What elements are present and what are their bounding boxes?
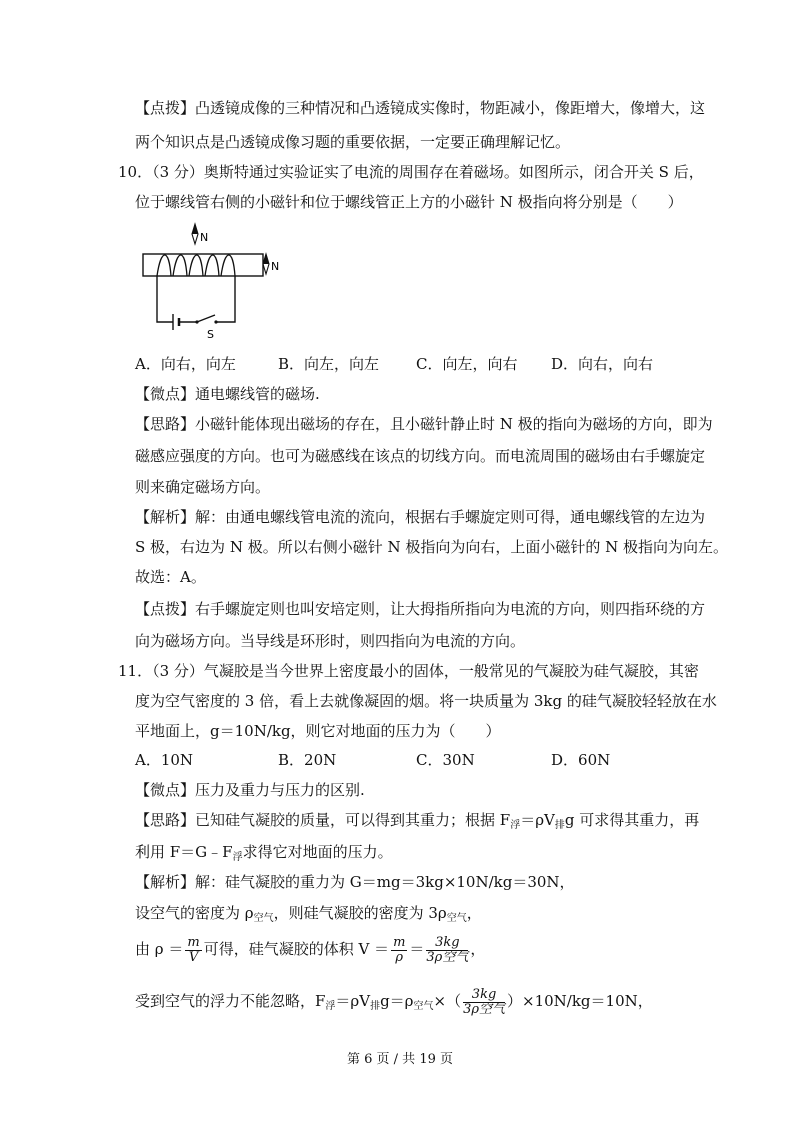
q11-analysis-line-4: 受到空气的浮力不能忽略，$F_浮=\rho V_排g=\rho_{空气}\times$（ $\frac{3kg}{\text{3ρ空气}}$ ）×10N/kg＝10N，	[135, 986, 653, 1017]
top-compass-needle	[192, 224, 198, 244]
q10-idea-line-3: 则来确定磁场方向。	[135, 478, 271, 496]
q11-idea-line-2: 利用 $F=G﹣F_浮$求得它对地面的压力。	[135, 843, 393, 863]
q11-analysis-line-3: 由 ρ ＝ $\frac{m}{V}$ 可得，硅气凝胶的体积 V ＝ $\frac{m}{\rho}$ ＝ $\frac{3kg}{\text{3ρ空气}}$ ，	[135, 934, 486, 965]
top-needle-label: N	[200, 231, 209, 244]
q11-idea-line-1: 【思路】已知硅气凝胶的质量，可以得到其重力；根据 $F_浮=\rho V_排g$ 可求得其重力，再	[135, 811, 700, 831]
p9-tip-line-2: 两个知识点是凸透镜成像习题的重要依据，一定要正确理解记忆。	[135, 133, 571, 151]
right-compass-needle	[263, 254, 269, 274]
q10-option-c: C．向左，向右	[416, 355, 518, 373]
q11-stem-line-1: 11．（3 分）气凝胶是当今世界上密度最小的固体，一般常见的气凝胶为硅气凝胶，其密	[118, 662, 699, 680]
solenoid-circuit-figure	[135, 222, 315, 342]
q10-point: 【微点】通电螺线管的磁场.	[135, 385, 320, 403]
q10-stem-line-1: 10．（3 分）奥斯特通过实验证实了电流的周围存在着磁场。如图所示，闭合开关 S 后，	[118, 163, 704, 181]
q10-analysis-line-3: 故选：A。	[135, 568, 206, 586]
q11-stem-line-2: 度为空气密度的 3 倍，看上去就像凝固的烟。将一块质量为 3kg 的硅气凝胶轻轻放在水	[135, 692, 717, 710]
q10-idea-line-2: 磁感应强度的方向。也可为磁感线在该点的切线方向。而电流周围的磁场由右手螺旋定	[135, 447, 706, 465]
q10-idea-line-1: 【思路】小磁针能体现出磁场的存在，且小磁针静止时 N 极的指向为磁场的方向，即为	[135, 415, 713, 433]
q10-tip-line-1: 【点拨】右手螺旋定则也叫安培定则，让大拇指所指向为电流的方向，则四指环绕的方	[135, 600, 706, 618]
fraction-m-over-rho: $\frac{m}{\rho}$	[393, 934, 406, 965]
q11-option-a: A．10N	[135, 751, 194, 769]
fraction-buoyancy: $\frac{3kg}{\text{3ρ空气}}$	[463, 986, 505, 1017]
q11-analysis-line-2: 设空气的密度为 $\rho_{空气}$，则硅气凝胶的密度为 $3\rho_{空气}$，	[135, 904, 482, 924]
fraction-3kg-over-3rho: $\frac{3kg}{\text{3ρ空气}}$	[426, 934, 469, 965]
right-needle-label: N	[271, 260, 280, 273]
q10-tip-line-2: 向为磁场方向。当导线是环形时，则四指向为电流的方向。	[135, 632, 526, 650]
p9-tip-line-1: 【点拨】凸透镜成像的三种情况和凸透镜成实像时，物距减小，像距增大，像增大，这	[135, 99, 706, 117]
page-footer: 第 6 页 / 共 19 页	[347, 1052, 453, 1067]
fraction-m-over-V: $\frac{m}{V}$	[187, 934, 200, 965]
q11-option-b: B．20N	[278, 751, 337, 769]
q11-analysis-line-1: 【解析】解：硅气凝胶的重力为 G＝mg＝3kg×10N/kg＝30N，	[135, 873, 575, 891]
q10-option-a: A．向右，向左	[135, 355, 236, 373]
q11-stem-line-3: 平地面上，g＝10N/kg，则它对地面的压力为（ ）	[135, 722, 501, 740]
switch-label: S	[207, 328, 214, 341]
q10-analysis-line-1: 【解析】解：由通电螺线管电流的流向，根据右手螺旋定则可得，通电螺线管的左边为	[135, 508, 706, 526]
q11-option-c: C．30N	[416, 751, 475, 769]
q10-analysis-line-2: S 极，右边为 N 极。所以右侧小磁针 N 极指向为向右，上面小磁针的 N 极指向为向左。	[135, 538, 729, 556]
q10-option-d: D．向右，向右	[551, 355, 654, 373]
q10-stem-line-2: 位于螺线管右侧的小磁针和位于螺线管正上方的小磁针 N 极指向将分别是（ ）	[135, 193, 683, 211]
q11-point: 【微点】压力及重力与压力的区别.	[135, 781, 365, 799]
q11-option-d: D．60N	[551, 751, 611, 769]
q10-option-b: B．向左，向左	[278, 355, 380, 373]
